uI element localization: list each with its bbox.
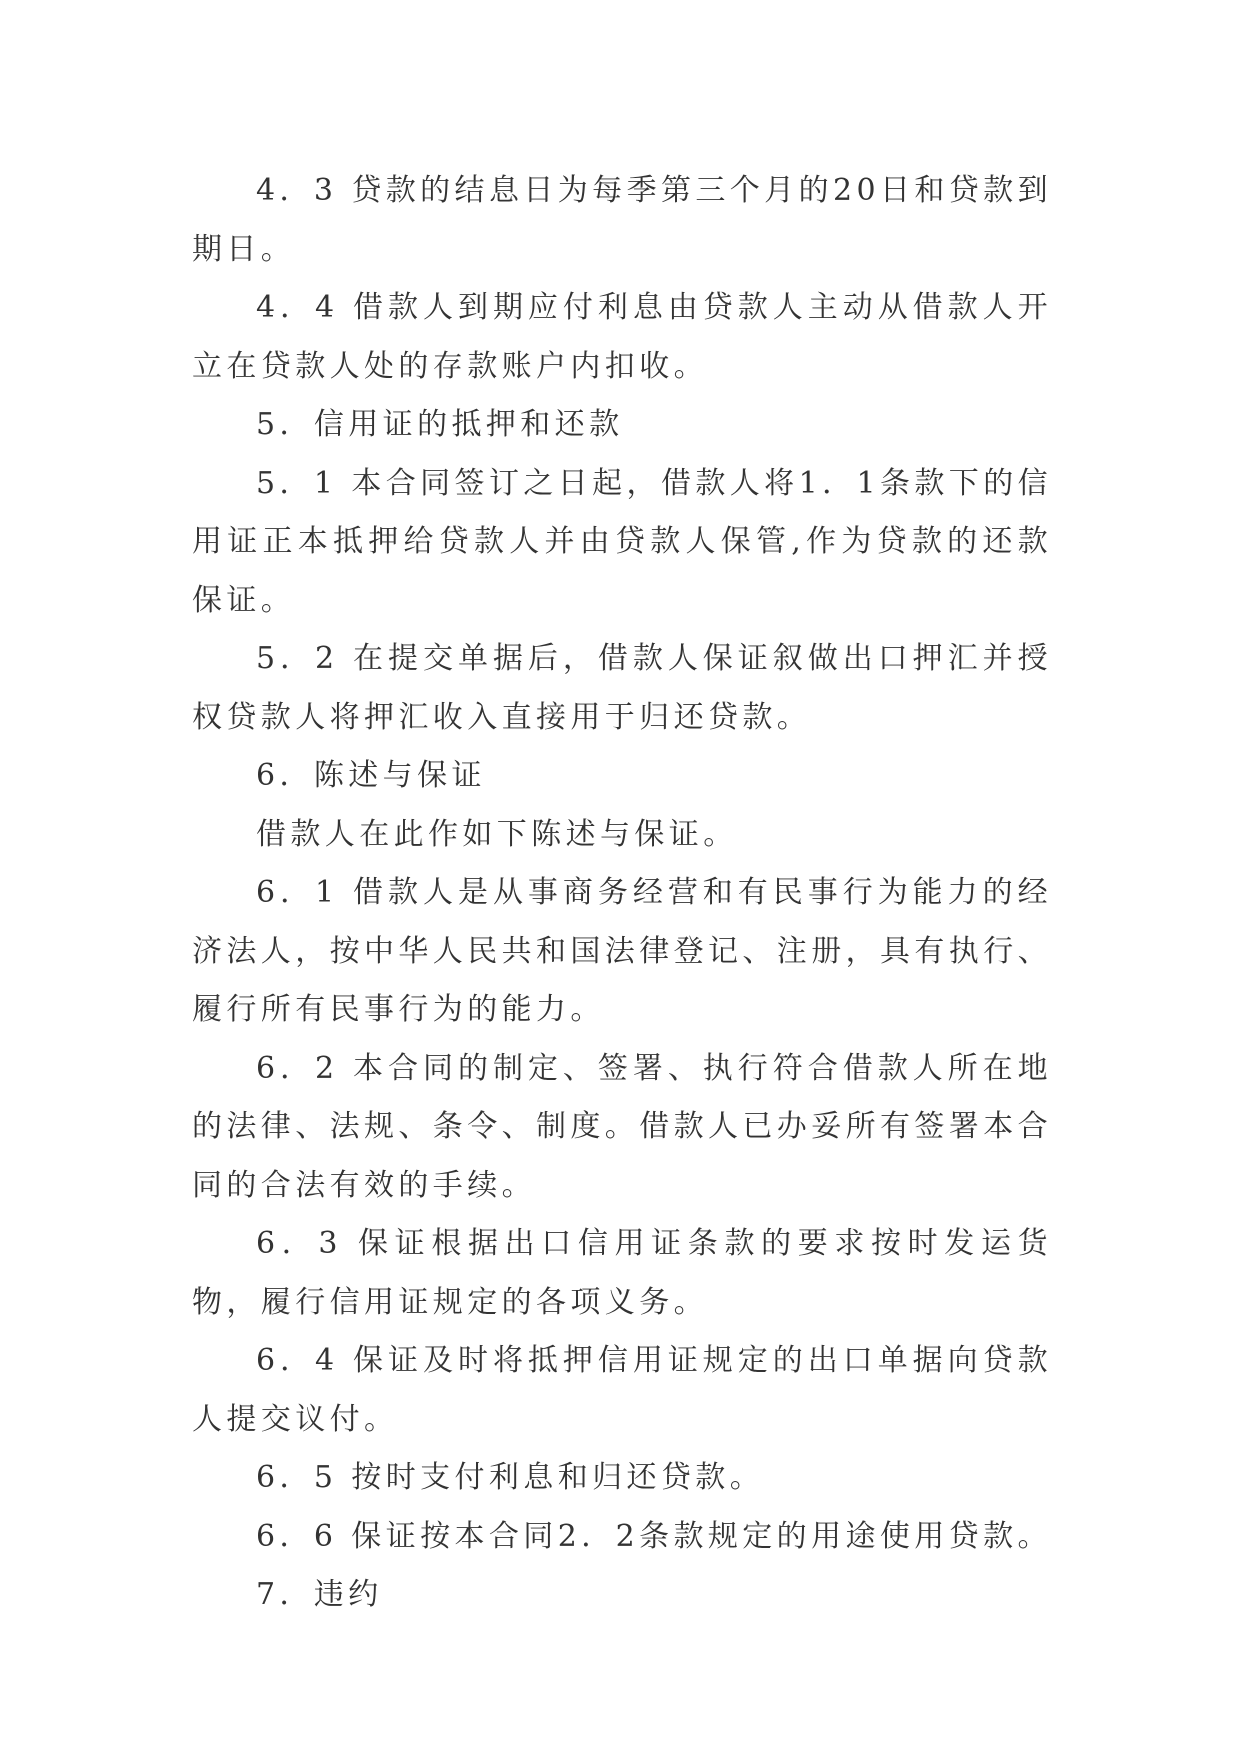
clause-6-6: 6．6 保证按本合同2．2条款规定的用途使用贷款。 — [256, 1518, 1052, 1554]
section-6-heading: 6．陈述与保证 — [256, 758, 486, 793]
clause-5-2: 5．2 在提交单据后，借款人保证叙做出口押汇并授权贷款人将押汇收入直接用于归还贷款。 — [192, 641, 1052, 735]
section-6-intro: 借款人在此作如下陈述与保证。 — [256, 816, 738, 852]
clause-6-4: 6．4 保证及时将抵押信用证规定的出口单据向贷款人提交议付。 — [192, 1343, 1052, 1437]
document-body — [192, 162, 1052, 1625]
clause-6-1: 6．1 借款人是从事商务经营和有民事行为能力的经济法人，按中华人民共和国法律登记、注册，具有执行、履行所有民事行为的能力。 — [192, 875, 1052, 1027]
section-5-heading: 5．信用证的抵押和还款 — [256, 407, 624, 442]
clause-6-5: 6．5 按时支付利息和归还贷款。 — [256, 1460, 765, 1495]
clause-6-3: 6．3 保证根据出口信用证条款的要求按时发运货物，履行信用证规定的各项义务。 — [192, 1226, 1052, 1320]
clause-6-2: 6．2 本合同的制定、签署、执行符合借款人所在地的法律、法规、条令、制度。借款人已办妥所有签署本合同的合法有效的手续。 — [192, 1050, 1052, 1203]
clause-4-4: 4．4 借款人到期应付利息由贷款人主动从借款人开立在贷款人处的存款账户内扣收。 — [192, 290, 1052, 384]
section-7-heading: 7．违约 — [256, 1577, 383, 1612]
clause-5-1: 5．1 本合同签订之日起，借款人将1．1条款下的信用证正本抵押给贷款人并由贷款人保管,作为贷款的还款保证。 — [192, 465, 1052, 618]
clause-4-3: 4．3 贷款的结息日为每季第三个月的20日和贷款到期日。 — [192, 173, 1052, 267]
